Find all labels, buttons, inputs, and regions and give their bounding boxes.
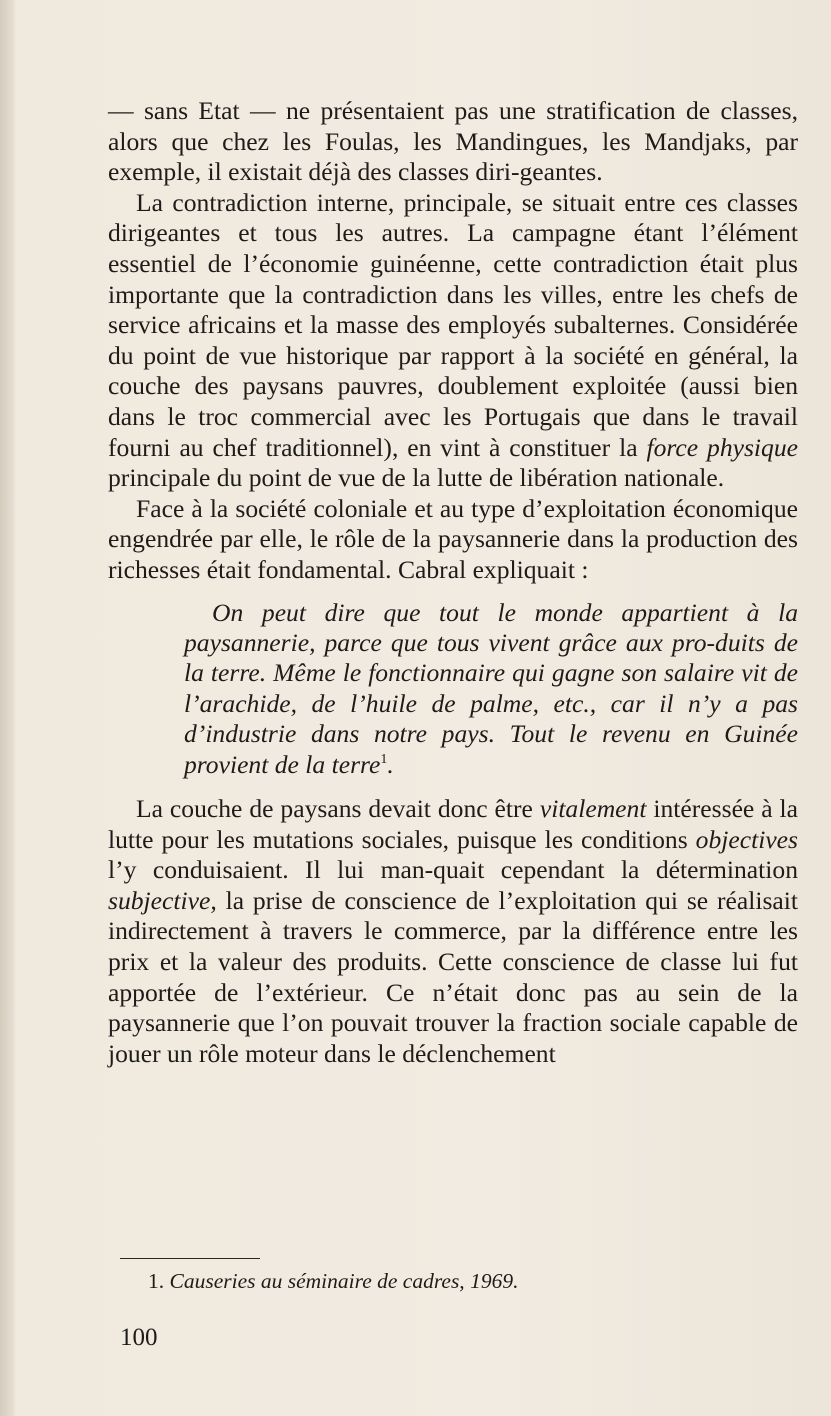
paragraph-3: Face à la société coloniale et au type d’exploitation économique engendrée par elle, le rôle de la paysannerie dans la production des richesses était fondamental. Cabral expliquait : [108, 493, 798, 584]
block-quote [184, 598, 798, 780]
page-gutter-shadow [0, 0, 14, 1416]
footnote: 1. Causeries au séminaire de cadres, 1969. [148, 1269, 519, 1293]
page-number: 100 [120, 1324, 158, 1351]
paragraph-4: La couche de paysans devait donc être vitalement intéressée à la lutte pour les mutations sociales, puisque les conditions objectives l’y conduisaient. Il lui man-quait cependant la détermination subjective, la prise de conscience de l’exploitation qui se réalisait indirectement à travers le commerce, par la différence entre les prix et la valeur des produits. Cette conscience de classe lui fut apportée de l’extérieur. Ce n’était donc pas au sein de la paysannerie que l’on pouvait trouver la fraction sociale capable de jouer un rôle moteur dans le déclenchement [108, 793, 798, 1068]
footnote-divider [120, 1258, 260, 1259]
body-text [108, 96, 798, 1069]
footnote-reference: 1 [380, 751, 388, 767]
emphasis-force-physique: force physique [646, 432, 798, 462]
paragraph-2: La contradiction interne, principale, se situait entre ces classes dirigeantes et tous les autres. La campagne étant l’élément essentiel de l’économie guinéenne, cette contradiction était plus importante que la contradiction dans les villes, entre les chefs de service africains et la masse des employés subalternes. Considérée du point de vue historique par rapport à la société en général, la couche des paysans pauvres, doublement exploitée (aussi bien dans le troc commercial avec les Portugais que dans le travail fourni au chef traditionnel), en vint à constituer la force physique principale du point de vue de la lutte de libération nationale. [108, 187, 798, 493]
quote-text: On peut dire que tout le monde appartient à la paysannerie, parce que tous vivent grâce aux pro-duits de la terre. Même le fonctionnaire qui gagne son salaire vit de l’arachide, de l’huile de palme, etc., car il n’y a pas d’industrie dans notre pays. Tout le revenu en Guinée provient de la terre$^1$. [184, 597, 798, 779]
footnote-title: Causeries au séminaire de cadres, [169, 1269, 465, 1293]
paragraph-1: — sans Etat — ne présentaient pas une stratification de classes, alors que chez les Foulas, les Mandingues, les Mandjaks, par exemple, il existait déjà des classes diri-geantes. [108, 96, 798, 187]
